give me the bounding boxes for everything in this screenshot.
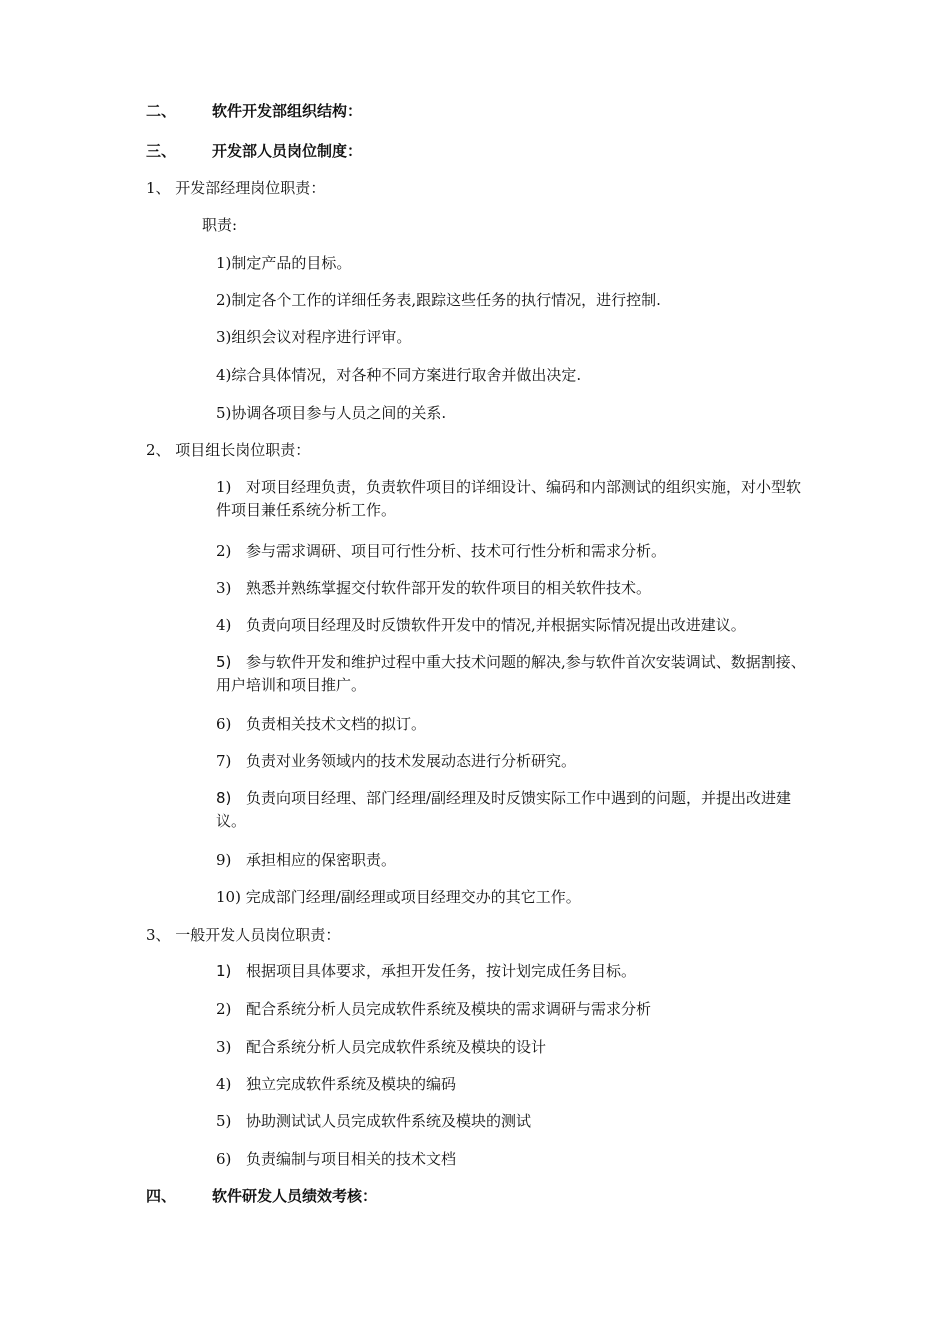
leader-item-1-text: 对项目经理负责，负责软件项目的详细设计、编码和内部测试的组织实施，对小型软件项目兼任系统分析工作。 [216,478,802,519]
leader-item-7 [216,750,576,772]
leader-item-3 [216,577,651,599]
developer-item-4 [216,1073,456,1095]
developer-item-4-text: 独立完成软件系统及模块的编码 [246,1075,457,1093]
section-3-number: 三、 [146,142,177,160]
leader-item-2 [216,540,666,562]
section-2-heading [146,100,362,122]
developer-item-1 [216,960,636,982]
leader-item-8-text: 负责向项目经理、部门经理/副经理及时反馈实际工作中遇到的问题，并提出改进建议。 [216,789,792,830]
leader-item-8-number: 8) [216,789,232,807]
section-3-title: 开发部人员岗位制度： [212,142,363,160]
leader-item-9-text: 承担相应的保密职责。 [246,851,397,869]
developer-item-6-number: 6) [216,1150,232,1168]
developer-item-1-number: 1) [216,962,232,980]
section-2-number: 二、 [146,102,177,120]
developer-item-4-number: 4) [216,1075,232,1093]
manager-item-3: 3)组织会议对程序进行评审。 [216,328,412,346]
leader-item-3-number: 3) [216,579,232,597]
leader-item-6-text: 负责相关技术文档的拟订。 [246,715,427,733]
developer-heading: 3、 一般开发人员岗位职责： [146,926,341,944]
leader-item-4-text: 负责向项目经理及时反馈软件开发中的情况,并根据实际情况提出改进建议。 [246,616,746,634]
developer-item-2-number: 2) [216,1000,232,1018]
leader-item-2-number: 2) [216,542,232,560]
leader-item-1-number: 1) [216,478,232,496]
manager-item-4: 4)综合具体情况，对各种不同方案进行取舍并做出决定. [216,366,582,384]
manager-duties-label: 职责: [202,216,238,234]
developer-item-3 [216,1036,546,1058]
developer-item-2 [216,998,651,1020]
manager-item-5: 5)协调各项目参与人员之间的关系. [216,404,447,422]
leader-item-8 [216,787,808,833]
developer-item-2-text: 配合系统分析人员完成软件系统及模块的需求调研与需求分析 [246,1000,652,1018]
developer-item-6 [216,1148,456,1170]
leader-item-5 [216,651,808,697]
developer-item-3-number: 3) [216,1038,232,1056]
leader-item-7-text: 负责对业务领域内的技术发展动态进行分析研究。 [246,752,577,770]
leader-item-7-number: 7) [216,752,232,770]
developer-item-5 [216,1110,531,1132]
developer-item-1-text: 根据项目具体要求，承担开发任务，按计划完成任务目标。 [246,962,637,980]
section-4-heading [146,1185,377,1207]
leader-item-4-number: 4) [216,616,232,634]
developer-item-5-text: 协助测试试人员完成软件系统及模块的测试 [246,1112,532,1130]
manager-item-2: 2)制定各个工作的详细任务表,跟踪这些任务的执行情况，进行控制. [216,291,661,309]
leader-item-9-number: 9) [216,851,232,869]
leader-item-10-number: 10) [216,888,241,906]
leader-item-10-text: 完成部门经理/副经理或项目经理交办的其它工作。 [245,888,581,906]
leader-heading: 2、 项目组长岗位职责： [146,441,311,459]
leader-item-1 [216,476,808,522]
section-2-title: 软件开发部组织结构： [212,102,363,120]
leader-item-10 [216,886,581,908]
developer-item-3-text: 配合系统分析人员完成软件系统及模块的设计 [246,1038,547,1056]
leader-item-4 [216,614,746,636]
developer-item-6-text: 负责编制与项目相关的技术文档 [246,1150,457,1168]
leader-item-5-text: 参与软件开发和维护过程中重大技术问题的解决,参与软件首次安装调试、数据割接、用户培训和项目推广。 [216,653,806,694]
leader-item-6-number: 6) [216,715,232,733]
section-4-title: 软件研发人员绩效考核： [212,1187,378,1205]
manager-item-1: 1)制定产品的目标。 [216,254,352,272]
developer-item-5-number: 5) [216,1112,232,1130]
leader-item-2-text: 参与需求调研、项目可行性分析、技术可行性分析和需求分析。 [246,542,667,560]
manager-heading: 1、 开发部经理岗位职责： [146,179,326,197]
section-4-number: 四、 [146,1187,177,1205]
section-3-heading [146,140,362,162]
leader-item-9 [216,849,396,871]
leader-item-5-number: 5) [216,653,232,671]
leader-item-6 [216,713,426,735]
leader-item-3-text: 熟悉并熟练掌握交付软件部开发的软件项目的相关软件技术。 [246,579,652,597]
